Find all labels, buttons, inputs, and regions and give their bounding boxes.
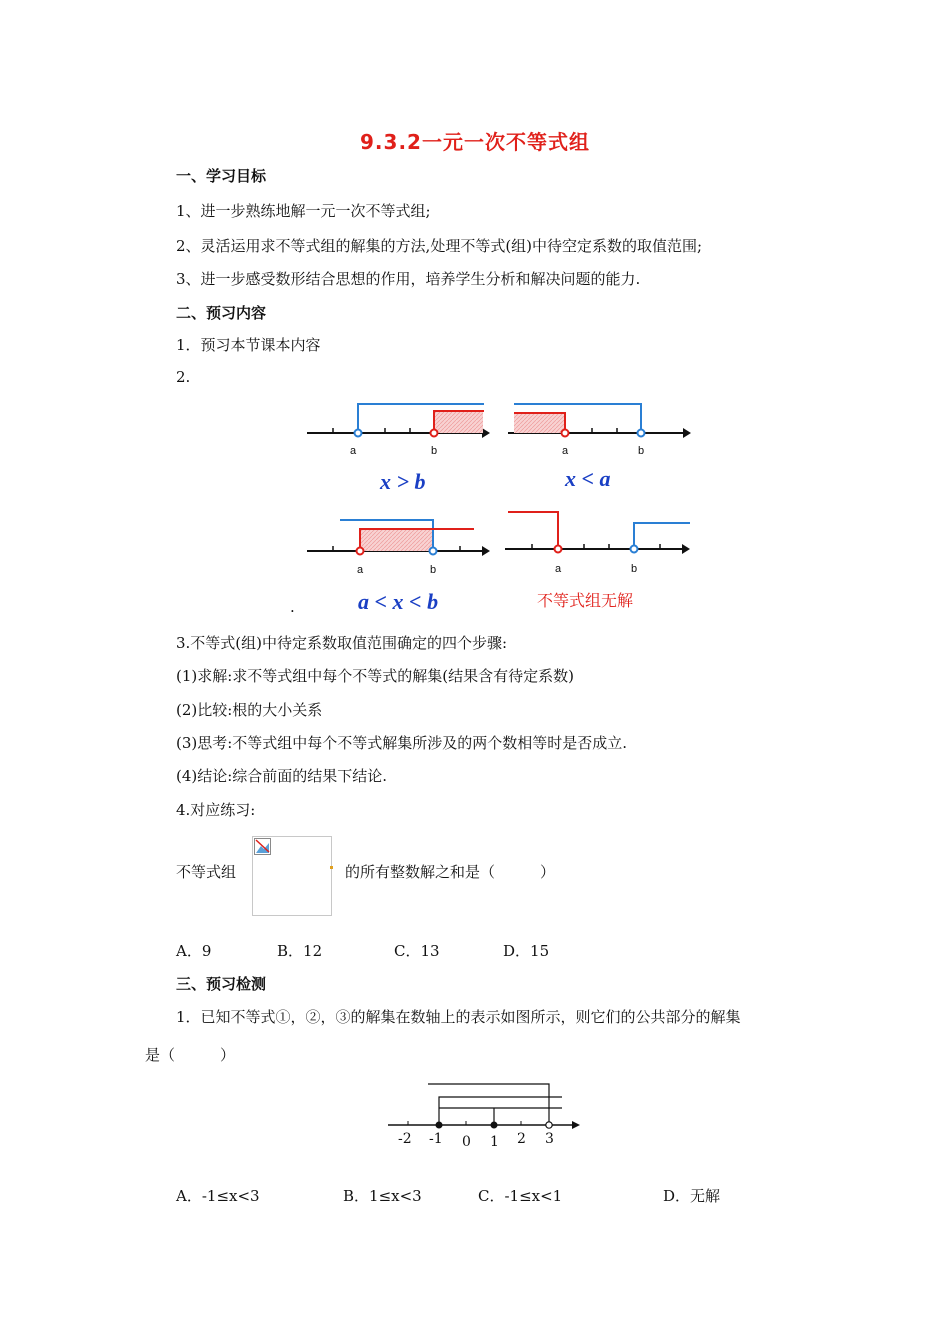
check-option-c: C．-1≤x<1 bbox=[478, 1187, 563, 1205]
label-a: a bbox=[562, 445, 569, 457]
label-b: b bbox=[431, 445, 438, 457]
goal-3: 3、进一步感受数形结合思想的作用，培养学生分析和解决问题的能力. bbox=[176, 270, 641, 288]
exercise-prefix: 不等式组 bbox=[176, 863, 237, 881]
exercise-option-d: D．15 bbox=[503, 942, 550, 960]
check-option-b: B．1≤x<3 bbox=[343, 1187, 422, 1205]
step-4: (4)结论:综合前面的结果下结论. bbox=[176, 767, 388, 785]
label-a: a bbox=[350, 445, 357, 457]
label-b: b bbox=[638, 445, 645, 457]
check-option-d: D．无解 bbox=[663, 1187, 721, 1205]
step-1: (1)求解:求不等式组中每个不等式的解集(结果含有待定系数) bbox=[176, 667, 575, 685]
question-1-line1: 1．已知不等式①，②，③的解集在数轴上的表示如图所示，则它们的公共部分的解集 bbox=[176, 1008, 741, 1026]
tick-label: -1 bbox=[429, 1131, 443, 1147]
broken-image-icon bbox=[254, 838, 272, 856]
tick-label: 1 bbox=[490, 1134, 499, 1150]
exercise-title: 4.对应练习: bbox=[176, 801, 256, 819]
tick-label: 2 bbox=[517, 1131, 526, 1147]
case-a-less-x-less-b: a < x < b bbox=[358, 589, 439, 614]
tick-label: -2 bbox=[398, 1131, 412, 1147]
steps-title: 3.不等式(组)中待定系数取值范围确定的四个步骤: bbox=[176, 634, 508, 652]
marker-dot bbox=[330, 866, 333, 869]
label-b: b bbox=[430, 564, 437, 576]
preview-item-2: 2. bbox=[176, 368, 191, 386]
exercise-option-a: A．9 bbox=[176, 942, 212, 960]
preview-item-1: 1．预习本节课本内容 bbox=[176, 336, 321, 354]
tick-label: 3 bbox=[545, 1131, 554, 1147]
section1-heading: 一、学习目标 bbox=[176, 167, 267, 185]
step-3: (3)思考:不等式组中每个不等式解集所涉及的两个数相等时是否成立. bbox=[176, 734, 628, 752]
case-x-less-a: x < a bbox=[565, 466, 611, 491]
case-x-greater-b: x > b bbox=[380, 469, 426, 494]
section2-heading: 二、预习内容 bbox=[176, 304, 267, 322]
question-1-line2: 是（ ） bbox=[145, 1046, 236, 1064]
label-a: a bbox=[555, 563, 562, 575]
label-a: a bbox=[357, 564, 364, 576]
goal-2: 2、灵活运用求不等式组的解集的方法,处理不等式(组)中待空定系数的取值范围; bbox=[176, 237, 703, 255]
tick-label: 0 bbox=[462, 1134, 471, 1150]
exercise-option-b: B．12 bbox=[277, 942, 323, 960]
stray-dot: . bbox=[290, 598, 295, 616]
check-number-line bbox=[388, 1084, 580, 1129]
section3-heading: 三、预习检测 bbox=[176, 975, 267, 993]
diagram-x-greater-b bbox=[307, 404, 490, 438]
case-no-solution: 不等式组无解 bbox=[537, 591, 634, 610]
check-option-a: A．-1≤x<3 bbox=[176, 1187, 260, 1205]
diagram-a-less-x-less-b bbox=[307, 520, 490, 556]
label-b: b bbox=[631, 563, 638, 575]
broken-image-placeholder bbox=[252, 836, 332, 916]
step-2: (2)比较:根的大小关系 bbox=[176, 701, 323, 719]
exercise-option-c: C．13 bbox=[394, 942, 440, 960]
goal-1: 1、进一步熟练地解一元一次不等式组; bbox=[176, 202, 431, 220]
diagram-no-solution bbox=[505, 512, 690, 554]
diagram-x-less-a bbox=[508, 404, 691, 438]
exercise-suffix: 的所有整数解之和是（ ） bbox=[345, 863, 556, 881]
page-title: 9.3.2一元一次不等式组 bbox=[360, 130, 590, 154]
